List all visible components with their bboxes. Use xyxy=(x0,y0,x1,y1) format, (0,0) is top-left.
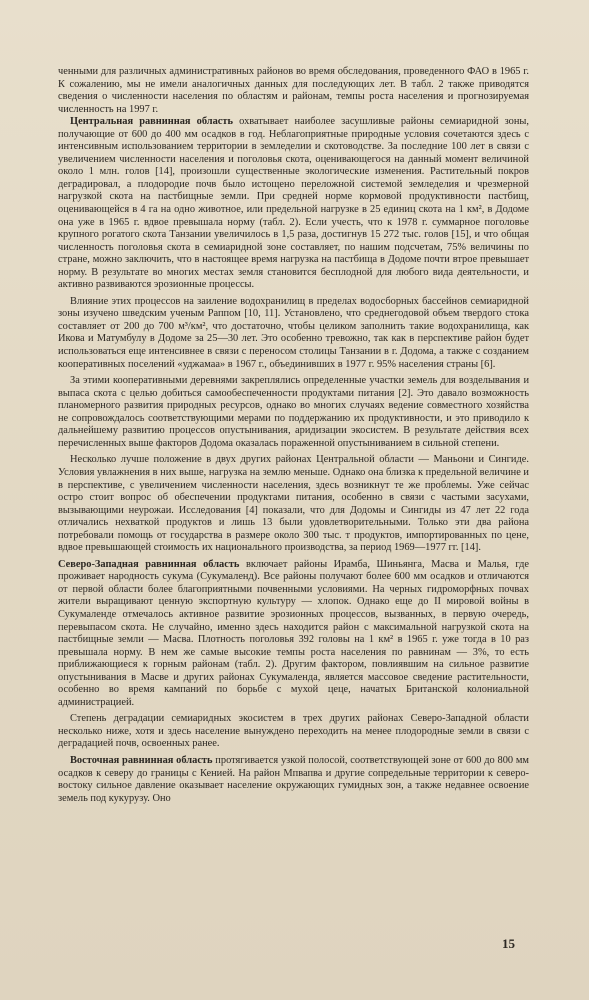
paragraph xyxy=(58,713,529,751)
section-lead: Северо-Западная равнинная область xyxy=(58,558,240,570)
paragraph-text: Степень деградации семиаридных экосистем в трех других районах Северо-Западной области несколько ниже, хотя и здесь население вынуждено переходить на менее плодородные земли в связи с деградацией почв, освоенных ранее. xyxy=(58,713,529,750)
paragraph-text: За этими кооперативными деревнями закреплялись определенные участки земель для возделывания и выпаса скота с целью добиться самообеспеченности продуктами питания [2]. Это давало возможность планомерного развития природных ресурсов, однако во многих случаях ведение совместного хозяйства не сопровождалось соответствующими мерами по поддержанию их продуктивности, и это приводило к дальнейшему развитию процессов опустынивания, аридизации экосистем. В результате действия всех перечисленных выше факторов Додома оказалась пораженной опустыниванием в сильной степени. xyxy=(58,375,529,449)
paragraph xyxy=(58,454,529,554)
paragraph xyxy=(58,559,529,710)
section-lead: Восточная равнинная область xyxy=(70,754,213,766)
paragraph-text: протягивается узкой полосой, соответствующей зоне от 600 до 800 мм осадков к северу до границы с Кенией. На район Мпвапва и другие сопредельные территории к северо-востоку сильное давление оказывает население окружающих гумидных зон, а также недавнее освоение земель под кукурузу. Оно xyxy=(58,754,530,804)
paragraph xyxy=(58,296,529,371)
paragraph-text: Несколько лучше положение в двух других районах Центральной области — Маньони и Сингиде. Условия увлажнения в них выше, нагрузка на землю меньше. Однако она близка к предельной величине и в перспективе, с увеличением численности населения, здесь возникнут те же проблемы. Уже сейчас остро стоит вопрос об обеспечении продуктами питания, особенно в связи с частыми засухами, вызывающими неурожаи. Исследования [4] показали, что для Додомы и Сингиды из 47 лет 22 года отличались нехваткой продуктов и лишь 13 были удовлетворительными. Только эти два района потребовали помощь от государства в размере около 300 тыс. т продуктов, импортированных по цене, вдвое превышающей стоимость их национального производства, за период 1969—1977 гг. [14]. xyxy=(58,454,529,554)
section-lead: Центральная равнинная область xyxy=(70,116,234,128)
paragraph xyxy=(58,66,529,116)
paragraph-text: включает районы Ирамба, Шиньянга, Масва и Малья, где проживает народность сукума (Сукумаленд). Все районы получают более 600 мм осадков и отличаются от первой области более благоприятными почвенными условиями. На черных гидроморфных почвах жители выращивают ценную экспортную культуру — хлопок. Однако еще до II мировой войны в Сукумаленде отмечалось активное развитие эрозионных процессов, вызванных, в первую очередь, перевыпасом скота. Не случайно, именно здесь находится район с максимальной нагрузкой скота на пастбищные земли — Масва. Плотность поголовья 392 головы на 1 км² в 1965 г. уже тогда в 10 раз превышала норму. В нем же самые высокие темпы роста населения по равнинам — 3%, то есть приближающиеся к горным районам (табл. 2). Другим фактором, повлиявшим на сильное развитие опустынивания в Масве и других районах Сукумаленда, является массовое сведение растительности, особенно во время кампаний по борьбе с мухой цеце, начатых Британской колониальной администрацией. xyxy=(58,558,529,708)
text-body xyxy=(58,66,529,805)
paragraph xyxy=(58,375,529,450)
paragraph-text: Влияние этих процессов на заиление водохранилищ в пределах водосборных бассейнов семиаридной зоны изучено шведским ученым Раппом [10, 11]. Установлено, что среднегодовой объем твердого стока составляет от 200 до 700 м³/км², что достаточно, чтобы целиком заполнить такие водохранилища, как Икова и Матумбулу в Додоме за 25—30 лет. Это особенно тревожно, так как в перспективе район будет использоваться еще интенсивнее в связи с переносом столицы Танзании в г. Додома, а также с созданием кооперативных поселений «уджамаа» в 1967 г., объединивших в 1977 г. 95% населения страны [6]. xyxy=(58,295,529,370)
page-number: 15 xyxy=(502,936,515,951)
paragraph-text: ченными для различных административных районов во время обследования, проведенного ФАО в 1965 г. К сожалению, мы не имели аналогичных данных для последующих лет. В табл. 2 также приводятся сведения о численности населения по областям и районам, темпы роста населения и прогнозируемая численность на 1997 г. xyxy=(58,66,529,115)
paragraph-text: охватывает наиболее засушливые районы семиаридной зоны, получающие от 600 до 400 мм осадков в год. Неблагоприятные природные условия сочетаются здесь с интенсивным использованием территории в земледелии и скотоводстве. За последние 100 лет в связи с увеличением численности населения и поголовья скота, оценивающегося на данный момент величиной около 1 млн. голов [14], произошли существенные экологические изменения. Растительный покров деградировал, а плодородие почв было истощено переложной системой земледелия и чрезмерной нагрузкой скота на пастбищные земли. При средней норме кормовой продуктивности пастбищ, оценивающейся в 4 га на одно животное, или предельной нагрузке в 25 единиц скота на 1 км², в Додоме она уже в 1965 г. вдвое превышала норму (табл. 2). Если учесть, что к 1978 г. суммарное поголовье крупного рогатого скота Танзании увеличилось в 1,5 раза, достигнув 15 272 тыс. голов [15], и что общая численность поголовья скота в семиаридной зоне составляет, по нашим подсчетам, 75% величины по стране, можно заключить, что в настоящее время нагрузка на пастбища в Додоме почти втрое превышает норму. В результате во многих местах земля становится бесплодной для любого вида деятельности, и активно развиваются эрозионные процессы. xyxy=(58,116,529,291)
paragraph xyxy=(58,755,529,805)
paragraph xyxy=(58,116,529,292)
